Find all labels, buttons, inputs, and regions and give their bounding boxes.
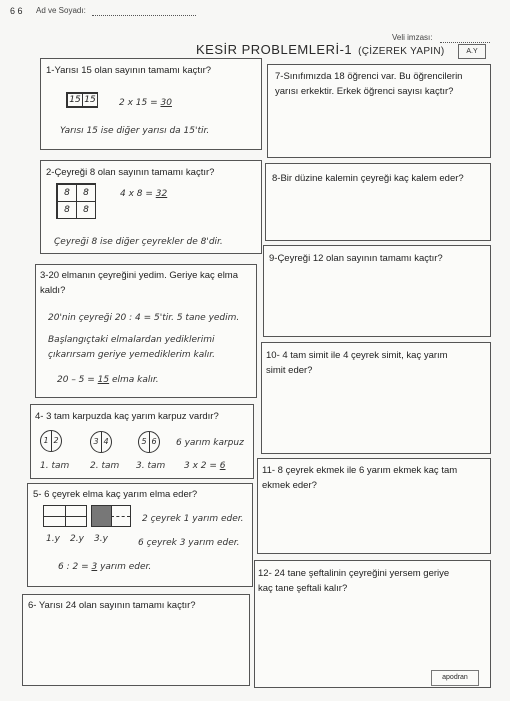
q4-calc-result: 6 [219,461,226,471]
q1-calc-prefix: 2 x 15 = [119,98,161,108]
q1-cell: 15 [67,93,83,107]
question-5-text: 5- 6 çeyrek elma kaç yarım elma eder? [33,489,198,500]
q3-calc-result: 15 [97,375,110,385]
q4-half-label: 2 [53,436,59,445]
q4-label-2: 2. tam [90,461,120,471]
publisher-logo: apodran [431,670,479,686]
question-7-text [275,69,462,99]
q4-circle-2 [90,431,112,453]
question-12-line-2: kaç tane şeftali kalır? [258,583,348,594]
signature-line [440,42,490,43]
page-number: 6 6 [10,6,23,16]
q1-calc [119,96,172,110]
q3-work-2: Başlangıçtaki elmalardan yediklerimi [48,335,215,345]
question-7-line-2: yarısı erkektir. Erkek öğrenci sayısı kaçtır? [275,86,454,97]
q5-label-3: 3.y [94,534,108,544]
q4-circle-1 [40,430,62,452]
q4-label-1: 1. tam [40,461,70,471]
question-3-line-1: 3-20 elmanın çeyreğini yedim. Geriye kaç elma [40,270,239,281]
q3-work-4 [57,373,159,387]
question-10-line-1: 10- 4 tam simit ile 4 çeyrek simit, kaç yarım [266,350,448,361]
q5-calc-prefix: 6 : 2 = [58,562,92,572]
question-12-text [258,566,449,596]
q2-grid-model [56,183,96,219]
q4-half-label: 5 [141,437,147,446]
q1-cell: 15 [82,93,98,107]
q2-cell: 8 [76,184,96,202]
q5-apple-grid-2 [91,505,131,527]
q2-calc-result: 32 [155,189,168,199]
q3-calc-suffix: elma kalır. [109,375,159,385]
q4-calc-prefix: 3 x 2 = [184,461,220,471]
question-7-line-1: 7-Sınıfımızda 18 öğrenci var. Bu öğrencilerin [275,71,463,82]
q2-cell: 8 [57,201,77,219]
question-10-line-2: simit eder? [266,365,313,376]
q4-half-label: 1 [43,436,49,445]
question-3-line-2: kaldı? [40,285,66,296]
q5-calc-suffix: yarım eder. [97,562,152,572]
question-6-text: 6- Yarısı 24 olan sayının tamamı kaçtır? [28,600,196,611]
q5-shaded-quarter [92,506,111,526]
name-line [92,15,196,16]
q4-label-3: 3. tam [136,461,166,471]
question-11-line-2: ekmek eder? [262,480,317,491]
question-12-line-1: 12- 24 tane şeftalinin çeyreğini yersem geriye [258,568,450,579]
question-1-text: 1-Yarısı 15 olan sayının tamamı kaçtır? [46,65,212,76]
q5-calc-result: 3 [91,562,98,572]
q4-half-label: 4 [103,437,109,446]
q5-note-1: 2 çeyrek 1 yarım eder. [142,514,244,524]
question-2-text: 2-Çeyreği 8 olan sayının tamamı kaçtır? [46,167,215,178]
q5-calc [58,560,151,574]
parent-signature-label: Veli imzası: [392,33,433,42]
q5-label-2: 2.y [70,534,84,544]
q2-calc [120,187,167,201]
q5-grid-line [111,506,112,526]
q5-grid-line [111,516,130,518]
q2-cell: 8 [57,184,77,202]
question-8-text: 8-Bir düzine kalemin çeyreği kaç kalem eder? [272,173,464,184]
question-4-text: 4- 3 tam karpuzda kaç yarım karpuz vardır? [35,411,219,422]
question-3-text [40,268,238,298]
q4-calc [184,459,226,473]
question-11-text [262,463,457,493]
title-main: KESİR PROBLEMLERİ-1 [196,42,353,57]
question-10-text [266,348,448,378]
q3-work-1: 20'nin çeyreği 20 : 4 = 5'tir. 5 tane yedim. [48,313,240,323]
q2-calc-prefix: 4 x 8 = [120,189,156,199]
q4-half-label: 6 [151,437,157,446]
page-title [196,42,445,57]
q5-grid-line [65,506,66,526]
q4-result-text: 6 yarım karpuz [176,438,244,448]
q1-note: Yarısı 15 ise diğer yarısı da 15'tir. [60,126,210,136]
name-label: Ad ve Soyadı: [36,6,86,15]
q5-label-1: 1.y [46,534,60,544]
q3-work-3: çıkarırsam geriye yemediklerim kalır. [48,350,216,360]
q4-circle-3 [138,431,160,453]
q2-note: Çeyreği 8 ise diğer çeyrekler de 8'dir. [54,237,223,247]
q5-note-2: 6 çeyrek 3 yarım eder. [138,538,240,548]
q3-calc-prefix: 20 – 5 = [57,375,98,385]
q1-calc-result: 30 [160,98,172,108]
q5-apple-grid-1 [43,505,87,527]
question-11-line-1: 11- 8 çeyrek ekmek ile 6 yarım ekmek kaç tam [262,465,458,476]
corner-box: A.Y [458,44,486,59]
q4-half-label: 3 [93,437,99,446]
title-subtitle: (ÇİZEREK YAPIN) [358,46,445,57]
q1-bar-model [66,92,98,108]
question-9-text: 9-Çeyreği 12 olan sayının tamamı kaçtır? [269,253,443,264]
q2-cell: 8 [76,201,96,219]
